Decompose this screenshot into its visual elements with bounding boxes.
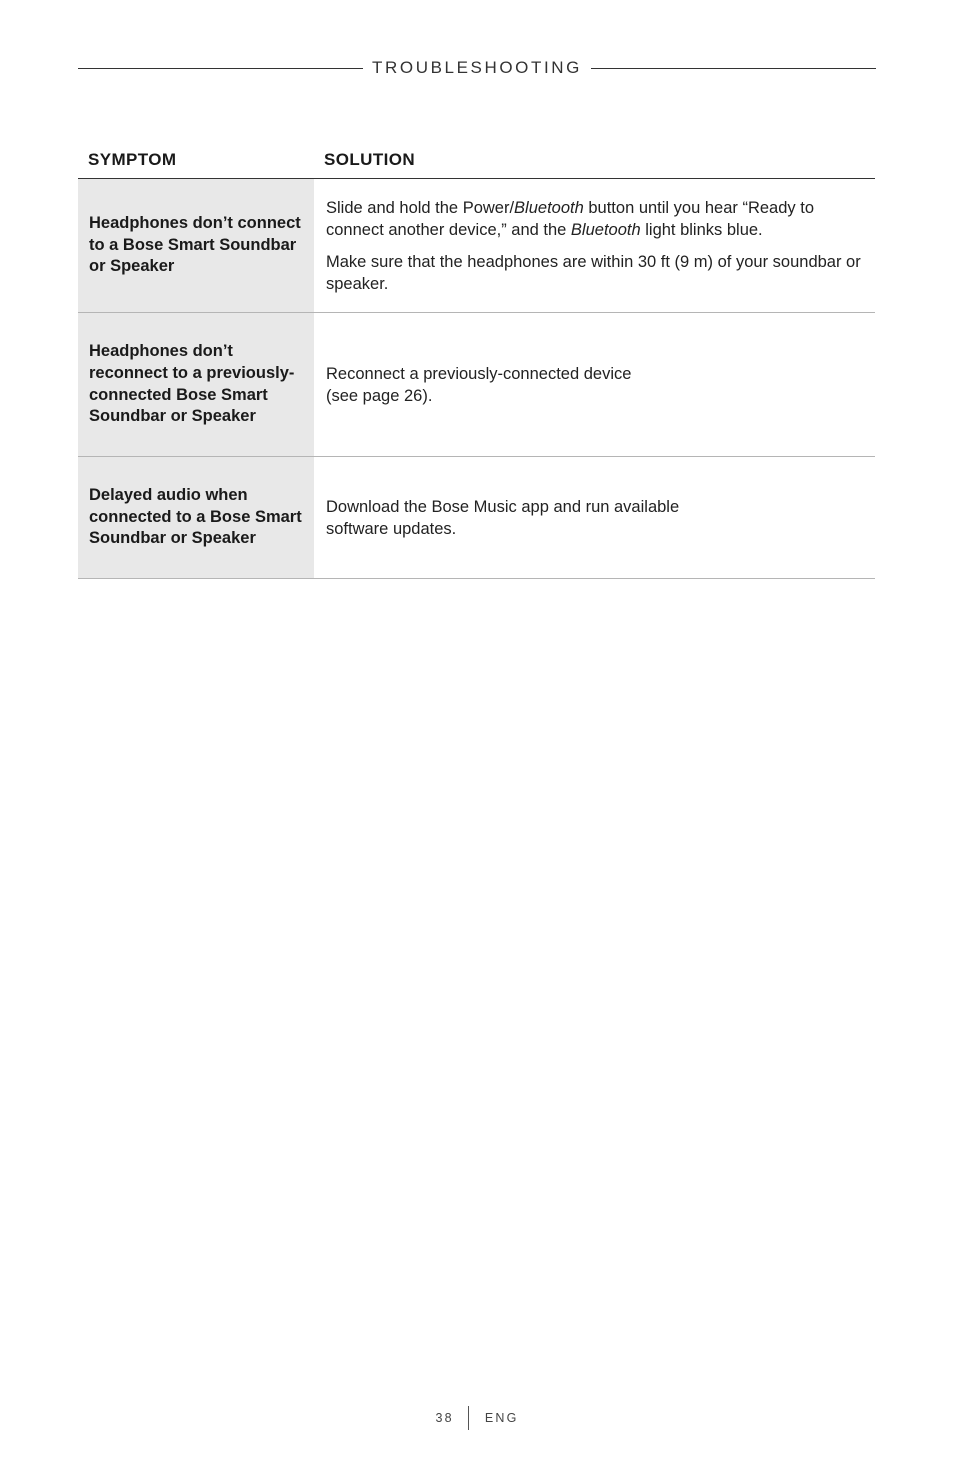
solution-line: (see page 26).: [326, 386, 433, 405]
page-number: 38: [435, 1411, 454, 1425]
page-footer: [0, 1406, 954, 1430]
solution-line: Download the Bose Music app and run available: [326, 497, 680, 516]
solution-text: Slide and hold the Power/: [326, 198, 515, 217]
solution-paragraph: [326, 363, 863, 407]
table-row: [78, 457, 875, 579]
solution-line: Reconnect a previously-connected device: [326, 364, 632, 383]
table-header: [78, 145, 875, 179]
solution-cell: [314, 313, 875, 456]
solution-paragraph: Make sure that the headphones are within 30 ft (9 m) of your soundbar or speaker.: [326, 252, 861, 293]
footer-divider: [468, 1406, 469, 1430]
solution-paragraph: [326, 496, 863, 540]
language-label: ENG: [484, 1411, 519, 1425]
symptom-cell: Headphones don’t reconnect to a previously-connected Bose Smart Soundbar or Speaker: [78, 313, 314, 456]
table-row: [78, 313, 875, 457]
solution-text-italic: Bluetooth: [570, 220, 641, 239]
column-header-symptom: SYMPTOM: [88, 150, 177, 169]
solution-text-italic: Bluetooth: [514, 198, 584, 217]
solution-line: software updates.: [326, 519, 457, 538]
header-rule-left: [78, 68, 363, 69]
header-rule-right: [591, 68, 876, 69]
table-row: [78, 179, 875, 313]
troubleshooting-table: [78, 145, 875, 579]
section-title: TROUBLESHOOTING: [372, 58, 582, 77]
solution-text: light blinks blue.: [640, 220, 763, 239]
solution-cell: [314, 457, 875, 578]
symptom-cell: Headphones don’t connect to a Bose Smart Soundbar or Speaker: [78, 179, 314, 312]
solution-text: button until you hear “Ready to connect another device,” and the: [326, 198, 815, 239]
section-header: [78, 56, 876, 80]
symptom-cell: Delayed audio when connected to a Bose Smart Soundbar or Speaker: [78, 457, 314, 578]
solution-paragraph: [326, 197, 863, 241]
solution-cell: [314, 179, 875, 312]
column-header-solution: SOLUTION: [324, 150, 416, 169]
